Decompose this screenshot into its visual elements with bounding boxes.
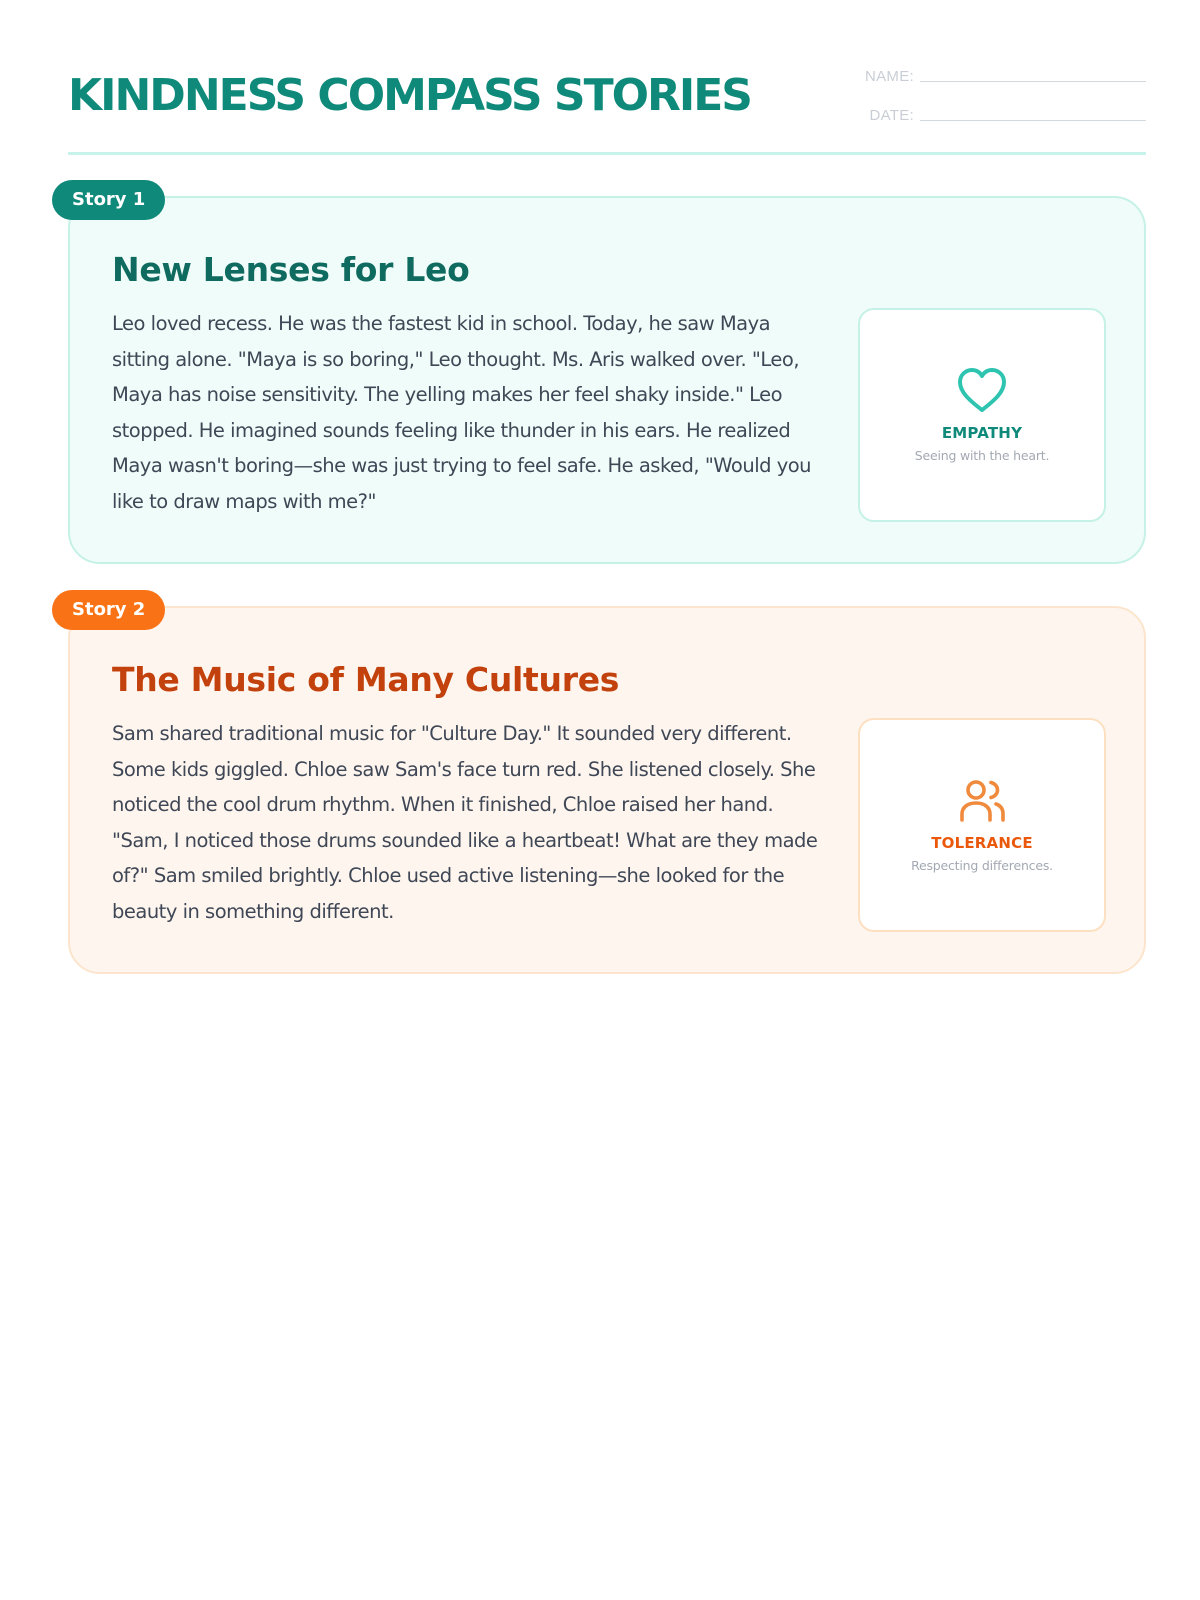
name-field[interactable] (865, 68, 1146, 85)
value-caption: Respecting differences. (911, 858, 1053, 873)
value-card-empathy (858, 308, 1106, 522)
value-name: EMPATHY (941, 424, 1023, 442)
users-icon (955, 776, 1009, 826)
story-title: The Music of Many Cultures (112, 660, 620, 699)
heart-icon (955, 366, 1009, 416)
date-field[interactable] (869, 107, 1146, 124)
story-badge: Story 2 (52, 590, 165, 630)
value-caption: Seeing with the heart. (914, 448, 1050, 463)
story-text: Sam shared traditional music for "Culture Day." It sounded very different. Some kids giggled. Chloe saw Sam's face turn red. She listened closely. She noticed the cool drum rhythm. When it finished, Chloe raised her hand. "Sam, I noticed those drums sounded like a heartbeat! What are they made of?" Sam smiled brightly. Chloe used active listening—she looked for the beauty in something different. (112, 722, 818, 923)
value-card-tolerance (858, 718, 1106, 932)
story-card-2 (68, 599, 1146, 974)
page-title: KINDNESS COMPASS STORIES (68, 70, 751, 121)
date-write-line[interactable] (920, 120, 1146, 121)
story-text: Leo loved recess. He was the fastest kid in school. Today, he saw Maya sitting alone. "Maya is so boring," Leo thought. Ms. Aris walked over. "Leo, Maya has noise sensitivity. The yelling makes her feel shaky inside." Leo stopped. He imagined sounds feeling like thunder in his ears. He realized Maya wasn't boring—she was just trying to feel safe. He asked, "Would you like to draw maps with me?" (112, 312, 812, 513)
date-label: DATE: (869, 107, 914, 124)
worksheet-header (68, 0, 1146, 155)
story-card-1 (68, 189, 1146, 564)
name-write-line[interactable] (920, 81, 1146, 82)
name-label: NAME: (864, 68, 914, 85)
story-badge: Story 1 (52, 180, 165, 220)
worksheet-page (68, 0, 1146, 923)
story-title: New Lenses for Leo (112, 250, 470, 289)
value-name: TOLERANCE (931, 834, 1033, 852)
